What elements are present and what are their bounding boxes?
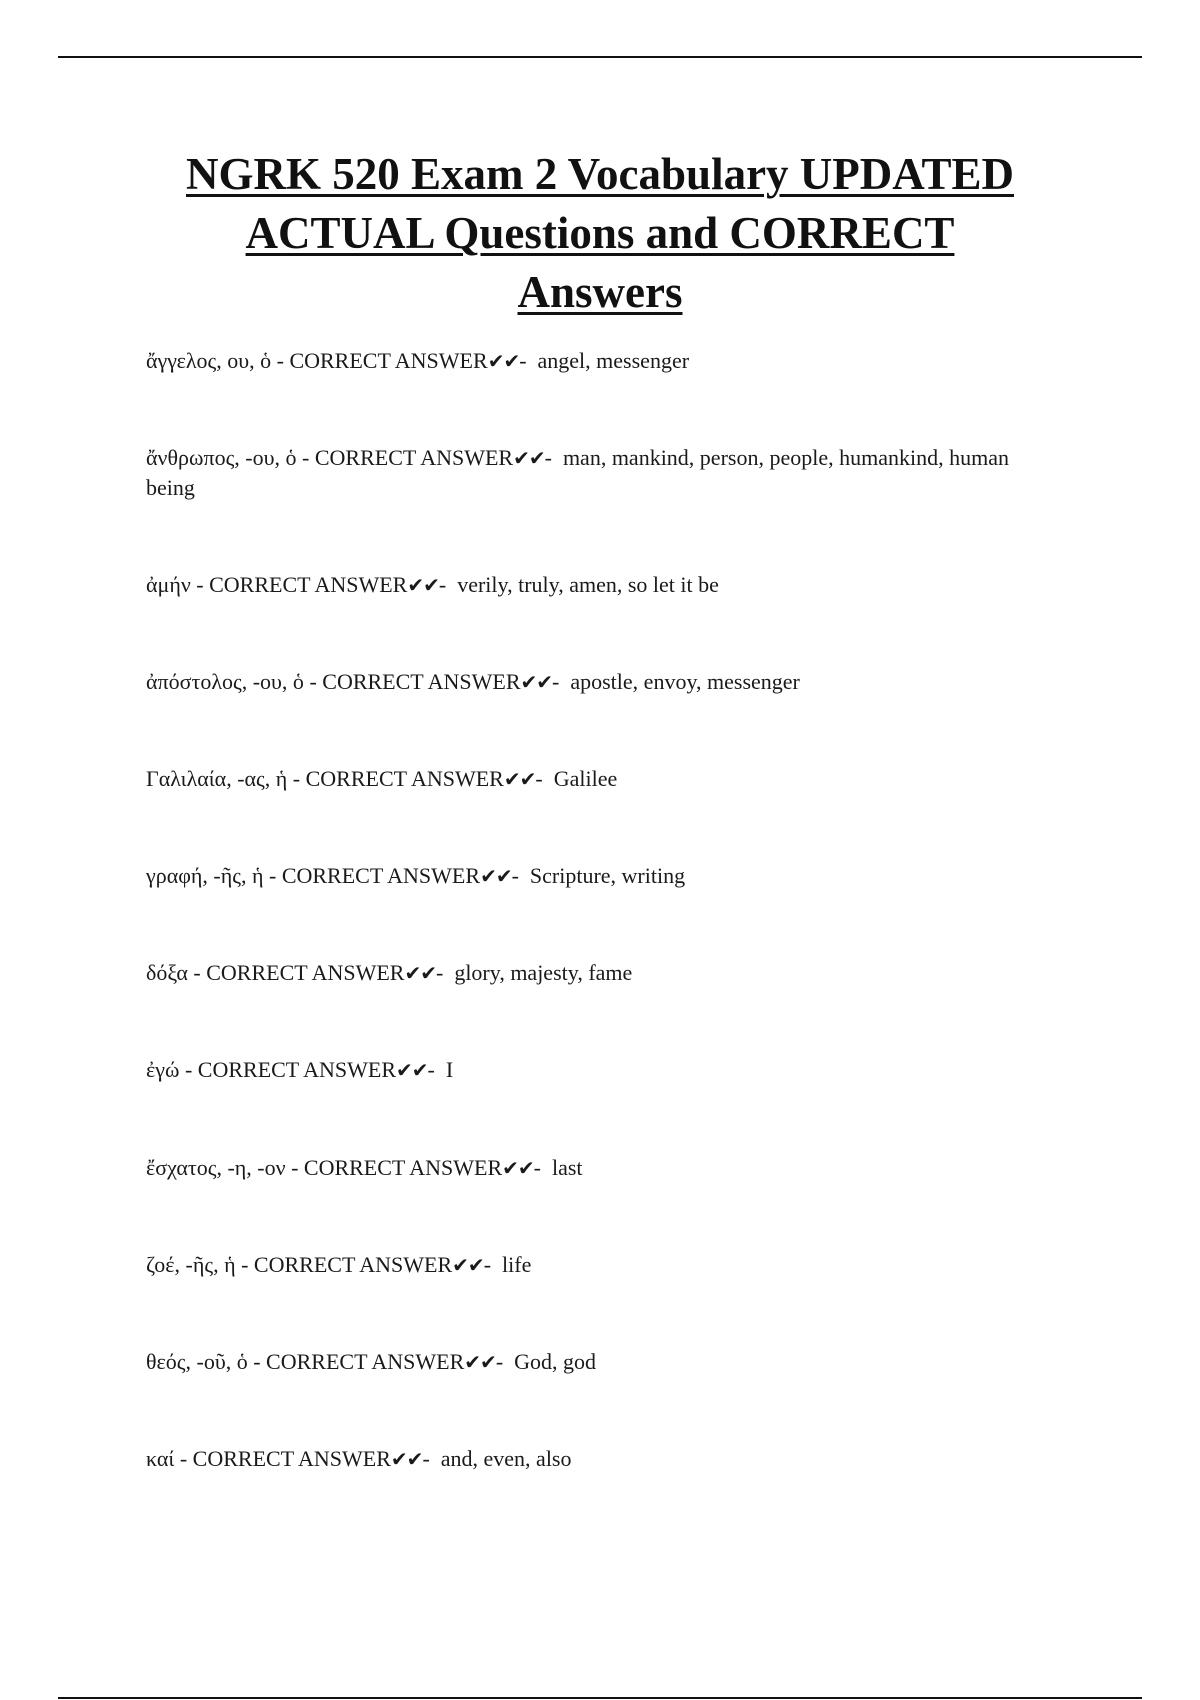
greek-term: ἀμήν (146, 572, 191, 597)
greek-term: δόξα (146, 960, 188, 985)
answer-text: God, god (514, 1349, 597, 1374)
answer-text: apostle, envoy, messenger (570, 669, 800, 694)
check-icon: ✔✔ (502, 1156, 534, 1180)
answer-text: I (445, 1057, 454, 1082)
vocab-entry: ζοέ, -ῆς, ἡ - CORRECT ANSWER✔✔- life (146, 1252, 532, 1277)
check-icon: ✔✔ (480, 864, 512, 888)
bottom-rule (58, 1697, 1142, 1699)
check-icon: ✔✔ (503, 767, 536, 791)
greek-term: ἄνθρωπος, -ου, ὁ (146, 445, 297, 470)
answer-text: Galilee (553, 766, 618, 791)
title-line-1: NGRK 520 Exam 2 Vocabulary UPDATED (186, 149, 1014, 199)
answer-text: glory, majesty, fame (454, 960, 633, 985)
check-icon: ✔✔ (390, 1447, 423, 1471)
check-icon: ✔✔ (464, 1350, 496, 1374)
greek-term: ἄγγελος, ου, ὁ (146, 348, 272, 373)
answer-text: verily, truly, amen, so let it be (457, 572, 719, 597)
title-line-2: ACTUAL Questions and CORRECT (245, 208, 955, 258)
vocab-entry: ἄγγελος, ου, ὁ - CORRECT ANSWER✔✔- angel, messenger (146, 348, 690, 373)
answer-marker: CORRECT ANSWER (305, 766, 504, 791)
check-icon: ✔✔ (513, 446, 545, 470)
answer-marker: CORRECT ANSWER (281, 863, 481, 888)
greek-term: γραφή, -ῆς, ἡ (146, 863, 264, 888)
greek-term: θεός, -οῦ, ὁ (146, 1349, 248, 1374)
check-icon: ✔✔ (452, 1253, 484, 1277)
check-icon: ✔✔ (396, 1058, 428, 1082)
greek-term: ἔσχατος, -η, -ον (146, 1155, 286, 1180)
answer-text: angel, messenger (537, 348, 690, 373)
answer-marker: CORRECT ANSWER (206, 960, 405, 985)
vocab-entry: ἀπόστολος, -ου, ὁ - CORRECT ANSWER✔✔- apostle, envoy, messenger (146, 669, 800, 694)
answer-marker: CORRECT ANSWER (209, 572, 408, 597)
answer-marker: CORRECT ANSWER (322, 669, 521, 694)
answer-marker: CORRECT ANSWER (289, 348, 488, 373)
title-line-3: Answers (517, 267, 683, 317)
answer-text: last (551, 1155, 583, 1180)
answer-text: life (502, 1252, 532, 1277)
check-icon: ✔✔ (407, 573, 439, 597)
vocab-entry: ἀμήν - CORRECT ANSWER✔✔- verily, truly, amen, so let it be (146, 572, 719, 597)
check-icon: ✔✔ (404, 961, 436, 985)
answer-marker: CORRECT ANSWER (266, 1349, 465, 1374)
answer-marker: CORRECT ANSWER (253, 1252, 453, 1277)
greek-term: ζοέ, -ῆς, ἡ (146, 1252, 236, 1277)
greek-term: Γαλιλαία, -ας, ἡ (146, 766, 288, 791)
vocab-entry: γραφή, -ῆς, ἡ - CORRECT ANSWER✔✔- Scripture, writing (146, 863, 686, 888)
greek-term: καί (146, 1446, 175, 1471)
document-title (100, 145, 1100, 322)
answer-text: and, even, also (440, 1446, 572, 1471)
answer-marker: CORRECT ANSWER (303, 1155, 503, 1180)
vocab-entry: καί - CORRECT ANSWER✔✔- and, even, also (146, 1446, 572, 1471)
check-icon: ✔✔ (487, 349, 520, 373)
answer-marker: CORRECT ANSWER (197, 1057, 397, 1082)
check-icon: ✔✔ (520, 670, 553, 694)
answer-text: Scripture, writing (529, 863, 686, 888)
greek-term: ἀπόστολος, -ου, ὁ (146, 669, 304, 694)
answer-text: man, mankind, person, people, humankind, human being (146, 445, 1009, 500)
vocab-entry: δόξα - CORRECT ANSWER✔✔- glory, majesty, fame (146, 960, 633, 985)
vocab-entry: ἄνθρωπος, -ου, ὁ - CORRECT ANSWER✔✔- man, mankind, person, people, humankind, human being (146, 445, 1009, 500)
top-rule (58, 56, 1142, 58)
vocab-entry: ἐγώ - CORRECT ANSWER✔✔- I (146, 1057, 454, 1082)
vocab-entry: Γαλιλαία, -ας, ἡ - CORRECT ANSWER✔✔- Galilee (146, 766, 618, 791)
vocab-entry: θεός, -οῦ, ὁ - CORRECT ANSWER✔✔- God, god (146, 1349, 597, 1374)
vocab-entry: ἔσχατος, -η, -ον - CORRECT ANSWER✔✔- last (146, 1155, 583, 1180)
answer-marker: CORRECT ANSWER (314, 445, 514, 470)
greek-term: ἐγώ (146, 1057, 180, 1082)
answer-marker: CORRECT ANSWER (192, 1446, 391, 1471)
